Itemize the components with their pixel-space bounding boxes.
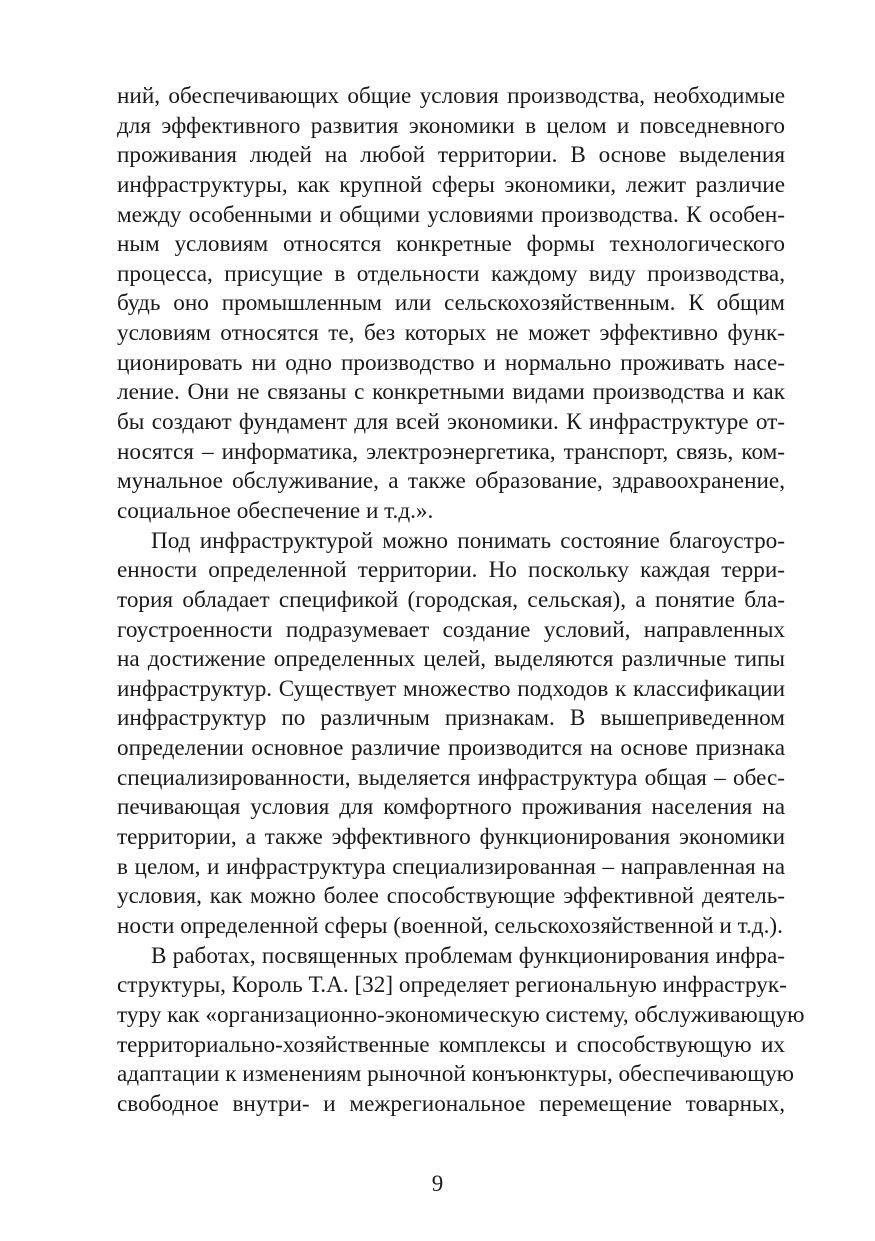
text-line: носятся – информатика, электроэнергетика, транспорт, связь, ком- [117, 438, 785, 465]
text-line: енности определенной территории. Но поскольку каждая терри- [117, 557, 785, 584]
text-line: бы создают фундамент для всей экономики. К инфраструктуре от- [117, 409, 785, 436]
text-line: Под инфраструктурой можно понимать состояние благоустро- [151, 527, 785, 554]
text-line: условиям относятся те, без которых не может эффективно функ- [117, 320, 785, 347]
text-line: мунальное обслуживание, а также образование, здравоохранение, [117, 468, 785, 495]
body-text [117, 82, 805, 1119]
text-line: печивающая условия для комфортного проживания населения на [117, 794, 785, 821]
text-line: ционировать ни одно производство и нормально проживать насе- [117, 349, 785, 376]
text-line: территории, а также эффективного функционирования экономики [117, 824, 785, 851]
text-line: между особенными и общими условиями производства. К особен- [117, 201, 785, 228]
text-line: инфраструктур по различным признакам. В вышеприведенном [117, 705, 785, 732]
text-line: инфраструктуры, как крупной сферы экономики, лежит различие [117, 171, 785, 198]
text-line: тория обладает спецификой (городская, сельская), а понятие бла- [117, 586, 785, 613]
text-line: гоустроенности подразумевает создание условий, направленных [117, 616, 785, 643]
text-line: специализированности, выделяется инфраструктура общая – обес- [117, 764, 785, 791]
text-line: ности определенной сферы (военной, сельскохозяйственной и т.д.). [117, 912, 783, 939]
text-line: для эффективного развития экономики в целом и повседневного [117, 112, 785, 139]
text-line: инфраструктур. Существует множество подходов к классификации [117, 675, 785, 702]
paragraph [117, 942, 805, 1120]
text-line: условия, как можно более способствующие эффективной деятель- [117, 883, 785, 910]
text-line: В работах, посвященных проблемам функционирования инфра- [151, 942, 785, 969]
text-line: структуры, Король Т.А. [32] определяет региональную инфраструк- [117, 972, 787, 999]
text-line: определении основное различие производится на основе признака [117, 735, 785, 762]
text-line: туру как «организационно-экономическую систему, обслуживающую [117, 1001, 805, 1028]
text-line: на достижение определенных целей, выделяются различные типы [117, 646, 785, 673]
text-line: ление. Они не связаны с конкретными видами производства и как [117, 379, 785, 406]
text-line: проживания людей на любой территории. В основе выделения [117, 142, 785, 169]
text-line: будь оно промышленным или сельскохозяйственным. К общим [117, 290, 785, 317]
text-line: ний, обеспечивающих общие условия производства, необходимые [117, 83, 785, 109]
text-line: социальное обеспечение и т.д.». [117, 497, 434, 524]
text-line: адаптации к изменениям рыночной конъюнктуры, обеспечивающую [117, 1061, 795, 1088]
page-number: 9 [431, 1171, 444, 1196]
text-line: территориально-хозяйственные комплексы и способствующую их [117, 1031, 785, 1058]
paragraph [117, 82, 785, 527]
paragraph [117, 527, 785, 942]
text-line: ным условиям относятся конкретные формы технологического [117, 231, 785, 258]
text-line: в целом, и инфраструктура специализированная – направленная на [117, 853, 785, 880]
text-line: процесса, присущие в отдельности каждому виду производства, [117, 260, 785, 287]
text-line: свободное внутри- и межрегиональное перемещение товарных, [117, 1090, 785, 1117]
